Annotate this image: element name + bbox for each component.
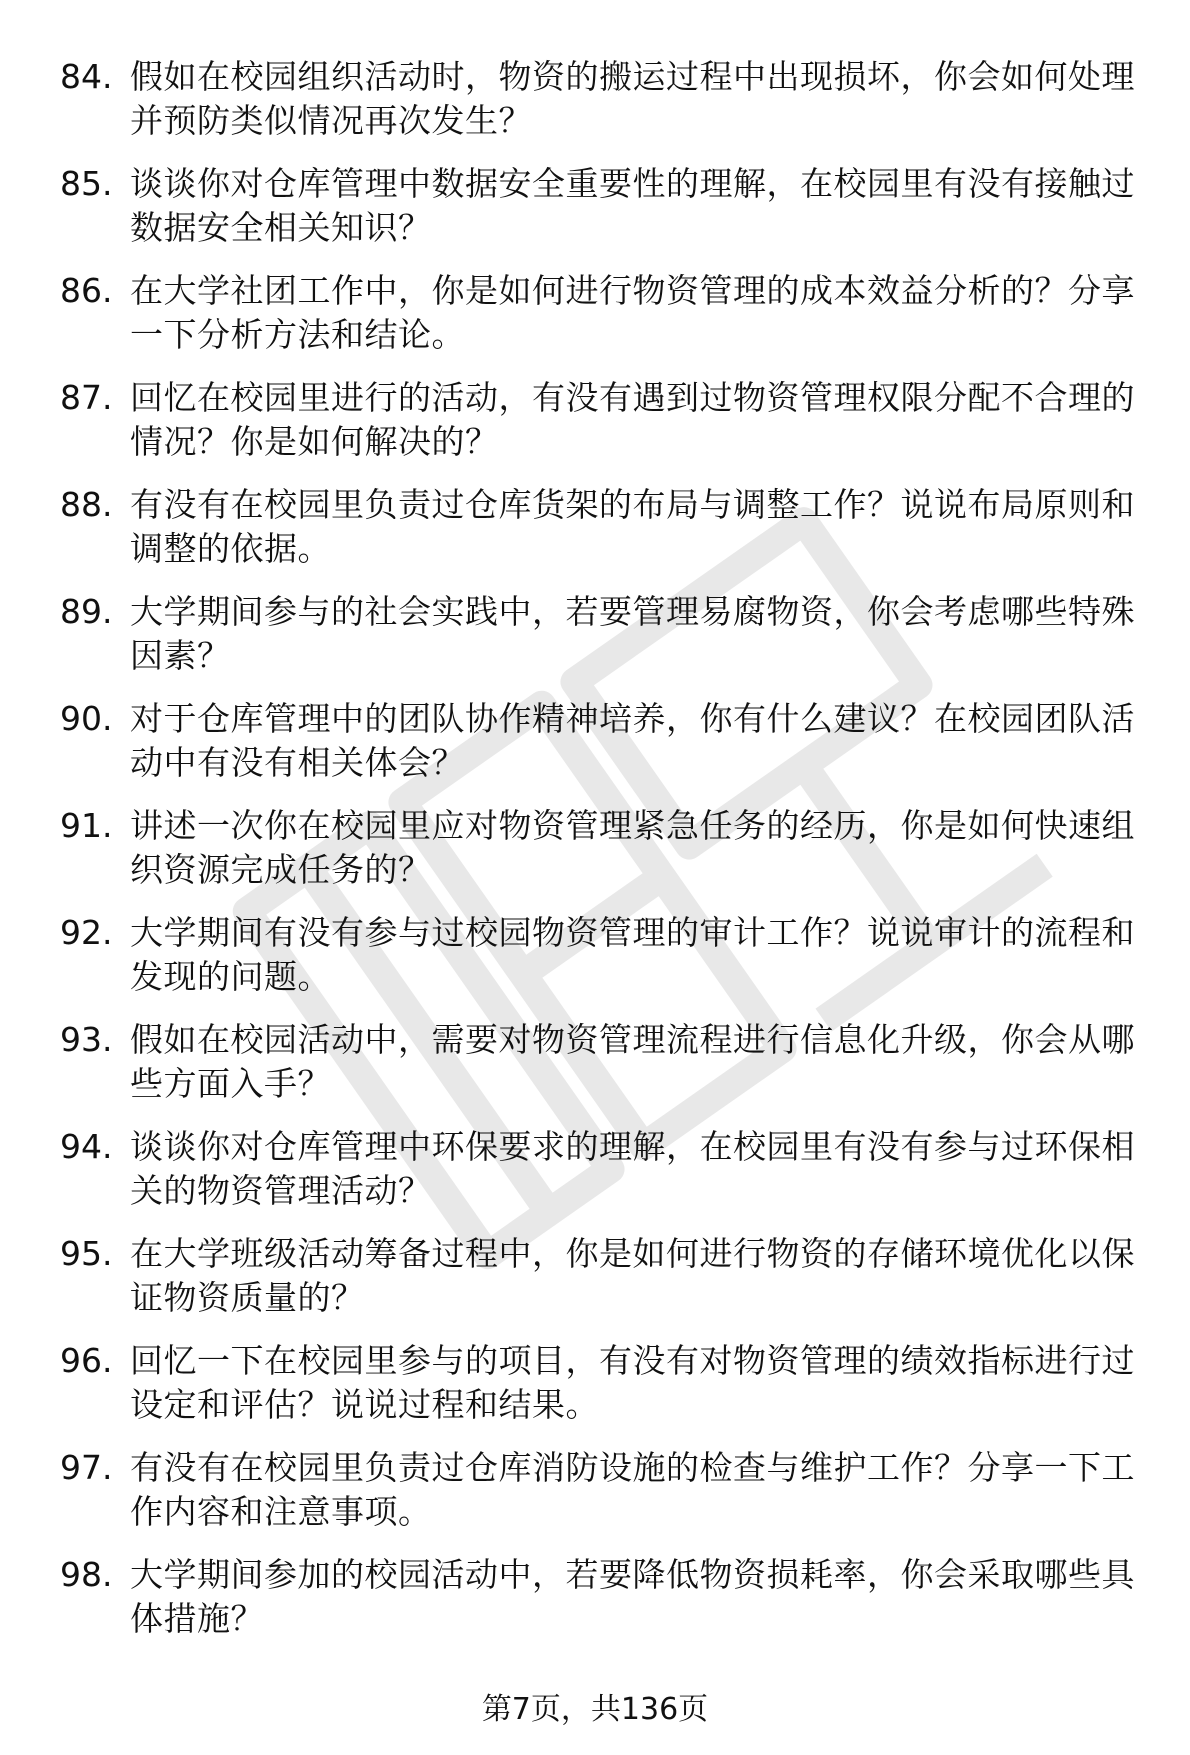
question-number: 88. bbox=[60, 485, 113, 524]
question-text: 在大学班级活动筹备过程中，你是如何进行物资的存储环境优化以保证物资质量的？ bbox=[130, 1234, 1135, 1317]
question-item bbox=[60, 1553, 1150, 1660]
question-item bbox=[60, 1446, 1150, 1553]
question-text: 回忆一下在校园里参与的项目，有没有对物资管理的绩效指标进行过设定和评估？说说过程和结果。 bbox=[130, 1341, 1135, 1424]
question-number: 96. bbox=[60, 1341, 113, 1380]
question-item bbox=[60, 1232, 1150, 1339]
question-number: 94. bbox=[60, 1127, 113, 1166]
question-text: 大学期间参加的校园活动中，若要降低物资损耗率，你会采取哪些具体措施？ bbox=[130, 1555, 1135, 1638]
question-number: 90. bbox=[60, 699, 113, 738]
question-item bbox=[60, 162, 1150, 269]
question-text: 大学期间有没有参与过校园物资管理的审计工作？说说审计的流程和发现的问题。 bbox=[130, 913, 1135, 996]
question-text: 谈谈你对仓库管理中环保要求的理解，在校园里有没有参与过环保相关的物资管理活动？ bbox=[130, 1127, 1135, 1210]
question-text: 回忆在校园里进行的活动，有没有遇到过物资管理权限分配不合理的情况？你是如何解决的？ bbox=[130, 378, 1135, 461]
question-number: 95. bbox=[60, 1234, 113, 1273]
question-number: 85. bbox=[60, 164, 113, 203]
question-text: 假如在校园活动中，需要对物资管理流程进行信息化升级，你会从哪些方面入手？ bbox=[130, 1020, 1135, 1103]
question-number: 89. bbox=[60, 592, 113, 631]
question-text: 有没有在校园里负责过仓库消防设施的检查与维护工作？分享一下工作内容和注意事项。 bbox=[130, 1448, 1135, 1531]
question-item bbox=[60, 483, 1150, 590]
question-text: 有没有在校园里负责过仓库货架的布局与调整工作？说说布局原则和调整的依据。 bbox=[130, 485, 1135, 568]
question-number: 86. bbox=[60, 271, 113, 310]
question-item bbox=[60, 376, 1150, 483]
question-text: 讲述一次你在校园里应对物资管理紧急任务的经历，你是如何快速组织资源完成任务的？ bbox=[130, 806, 1135, 889]
question-number: 91. bbox=[60, 806, 113, 845]
question-item bbox=[60, 590, 1150, 697]
question-number: 98. bbox=[60, 1555, 113, 1594]
question-text: 假如在校园组织活动时，物资的搬运过程中出现损坏，你会如何处理并预防类似情况再次发生？ bbox=[130, 57, 1135, 140]
question-text: 谈谈你对仓库管理中数据安全重要性的理解，在校园里有没有接触过数据安全相关知识？ bbox=[130, 164, 1135, 247]
question-text: 在大学社团工作中，你是如何进行物资管理的成本效益分析的？分享一下分析方法和结论。 bbox=[130, 271, 1135, 354]
question-number: 87. bbox=[60, 378, 113, 417]
page-footer: 第7页，共136页 bbox=[481, 1692, 709, 1727]
question-item bbox=[60, 911, 1150, 1018]
question-item bbox=[60, 55, 1150, 162]
question-item bbox=[60, 1125, 1150, 1232]
question-list bbox=[60, 55, 1150, 1660]
question-number: 97. bbox=[60, 1448, 113, 1487]
question-number: 84. bbox=[60, 57, 113, 96]
question-text: 大学期间参与的社会实践中，若要管理易腐物资，你会考虑哪些特殊因素？ bbox=[130, 592, 1135, 675]
question-item bbox=[60, 269, 1150, 376]
question-item bbox=[60, 1339, 1150, 1446]
question-number: 93. bbox=[60, 1020, 113, 1059]
question-item bbox=[60, 697, 1150, 804]
question-item bbox=[60, 804, 1150, 911]
question-text: 对于仓库管理中的团队协作精神培养，你有什么建议？在校园团队活动中有没有相关体会？ bbox=[130, 699, 1135, 782]
question-number: 92. bbox=[60, 913, 113, 952]
question-item bbox=[60, 1018, 1150, 1125]
